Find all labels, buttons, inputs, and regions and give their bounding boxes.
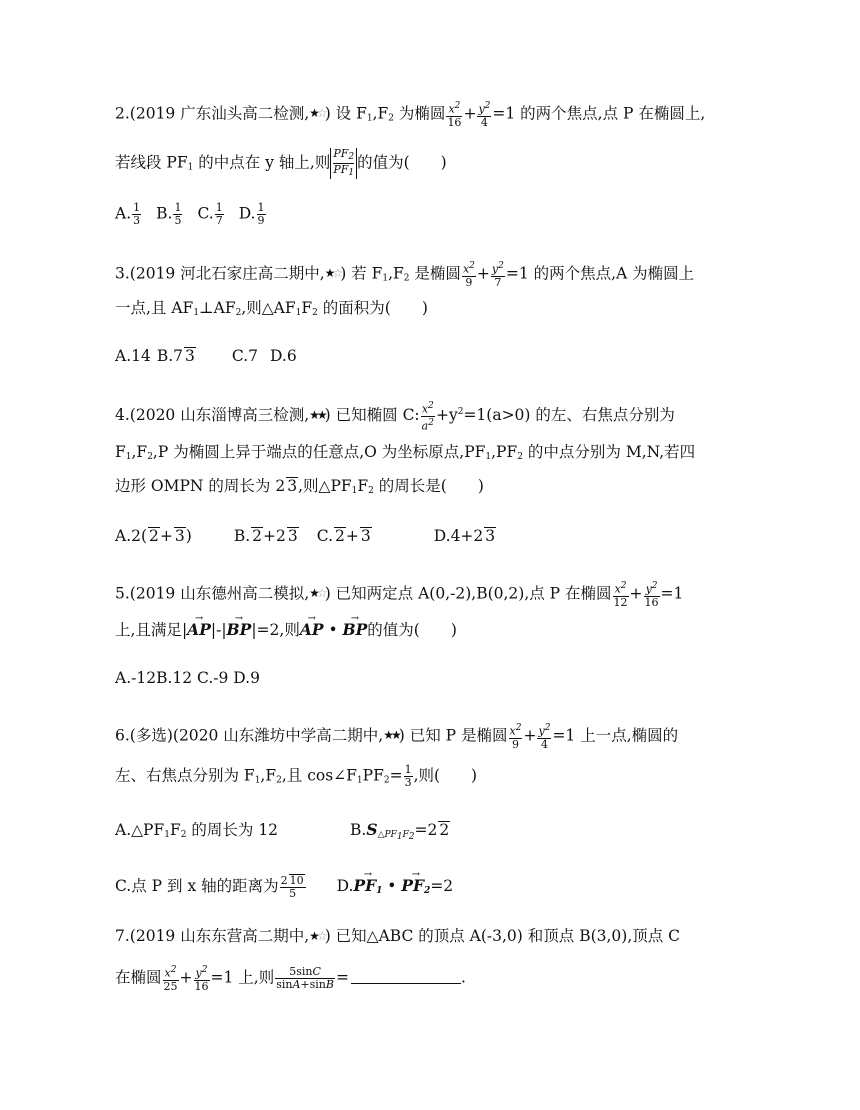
q4-line1: 4.(2020 山东淄博高三检测,★★) 已知椭圆 C: $\frac{x^2}{a^2}$ $+y^2=1(a>0)$ 的左、右焦点分别为: [115, 401, 675, 433]
q7-line1: 7.(2019 山东东营高二期中,★☆) 已知△ABC 的顶点 A(-3,0) 和顶点 B(3,0),顶点 C: [115, 927, 681, 945]
q6-source: (多选)(2020 山东潍坊中学高二期中,: [129, 726, 384, 745]
q7-source: (2019 山东东营高二期中,: [129, 927, 310, 945]
fraction: $\frac{y^2}{4}$: [478, 101, 491, 129]
q2-number: 2.: [115, 104, 130, 123]
q4-line2: $F_1,F_2,P$ 为椭圆上异于端点的任意点,O 为坐标原点$,PF_1,PF_2$ 的中点分别为 M,N,若四: [115, 443, 696, 462]
option-b: B.7: [156, 347, 184, 365]
q5-number: 5.: [115, 584, 130, 603]
abs-fraction: $\frac{PF_2}{PF_1}$: [330, 148, 357, 179]
option-d: D.6: [270, 347, 297, 365]
q4-line3: 边形 OMPN 的周长为 2 3,则$\triangle PF_1F_2$ 的周长是( ): [115, 477, 484, 496]
q5-line1: 5.(2019 山东德州高二模拟,★☆) 已知两定点 A(0,-2),B(0,2),点 P 在椭圆 $\frac{x^2}{12}$ + $\frac{y^2}{16}$ =1: [115, 581, 684, 609]
q6-options-cd: C.点 P 到 x 轴的距离为 $\frac{2 10}{5}$ $D.\to PF_1$ • → $PF_2=2$: [115, 874, 453, 901]
option-b: B.: [156, 204, 173, 223]
q2-line2: 若线段 $PF_1$ 的中点在 y 轴上,则 $\frac{PF_2}{PF_1}$ 的值为( ): [115, 147, 447, 178]
difficulty-stars-icon: ★☆: [324, 266, 341, 281]
difficulty-stars-icon: ★★: [309, 408, 325, 423]
difficulty-stars-icon: ★☆: [309, 106, 325, 121]
answer-blank[interactable]: [351, 983, 461, 984]
q3-source: (2019 河北石家庄高二期中,: [129, 264, 325, 283]
option-b: B.: [350, 821, 367, 839]
option-a: A.: [115, 204, 132, 223]
q6-line2: 左、右焦点分别为 $F_1,F_2$,且 $\cos\angle F_1PF_2=$ $\frac{1}{3}$ ,则( ): [115, 763, 478, 789]
option-d: D.: [238, 204, 256, 223]
option-c: C.: [316, 527, 334, 545]
q2-options: A. $\frac{1}{3}$ B. $\frac{1}{5}$ C. $\frac{1}{7}$ D. $\frac{1}{9}$: [115, 201, 265, 227]
q3-line2: 一点,且 $AF_1\perp AF_2$,则$\triangle AF_1F_2$ 的面积为( ): [115, 299, 428, 318]
q3-line1: 3.(2019 河北石家庄高二期中,★☆) 若 $F_1,F_2$ 是椭圆 $\frac{x^2}{9}$ + $\frac{y^2}{7}$ =1 的两个焦点,A 为椭圆上: [115, 261, 695, 289]
fraction: $\frac{x^2}{16}$: [447, 101, 462, 129]
q6-line1: 6.(多选)(2020 山东潍坊中学高二期中,★★) 已知 P 是椭圆 $\frac{x^2}{9}$ + $\frac{y^2}{4}$ =1 上一点,椭圆的: [115, 723, 679, 751]
q5-options: A.-12B.12 C.-9 D.9: [115, 669, 260, 687]
option-c: C.点 P 到 x 轴的距离为: [115, 877, 279, 895]
option-a: A.2(: [115, 527, 148, 545]
q4-number: 4.: [115, 406, 130, 425]
option-d: D.: [336, 877, 354, 895]
q7-number: 7.: [115, 927, 130, 945]
q6-options-ab: $A.\triangle PF_1F_2$ 的周长为 12 $B.S_{\triangle PF_1F_2}=2$ 2: [115, 820, 450, 842]
difficulty-stars-icon: ★☆: [309, 586, 325, 601]
q2-source: (2019 广东汕头高二检测,: [129, 104, 310, 123]
difficulty-stars-icon: ★☆: [309, 929, 325, 943]
q4-options: A.2( 2+ 3) B. 2+2 3 C. 2+ 3 D.4+2 3: [115, 527, 496, 545]
q7-line2: 在椭圆 $\frac{x^2}{25}$ + $\frac{y^2}{16}$ =1 上,则 $\frac{5\sin C}{\sin A+\sin B}$ = .: [115, 964, 466, 993]
option-d: D.4+2: [433, 527, 484, 545]
option-b: B.: [233, 527, 251, 545]
q6-number: 6.: [115, 726, 130, 745]
option-c: C.7: [231, 347, 259, 365]
difficulty-stars-icon: ★★: [383, 728, 399, 743]
q3-options: A.14 B.7 3 C.7 D.6: [115, 347, 297, 365]
q5-source: (2019 山东德州高二模拟,: [129, 584, 310, 603]
option-c: C.: [197, 204, 214, 223]
q4-source: (2020 山东淄博高三检测,: [129, 406, 310, 425]
option-a: A.△PF: [115, 821, 165, 839]
q5-line2: 上,且满足|→ AP|-|→ BP|=2,则→ AP • → BP的值为( ): [115, 620, 457, 640]
q2-line1: 2.(2019 广东汕头高二检测,★☆) 设 $F_1,F_2$ 为椭圆 $\frac{x^2}{16}$ + $\frac{y^2}{4}$ =1 的两个焦点,点 P 在椭圆上,: [115, 101, 706, 129]
option-a: A.14: [115, 347, 151, 365]
q3-number: 3.: [115, 264, 130, 283]
